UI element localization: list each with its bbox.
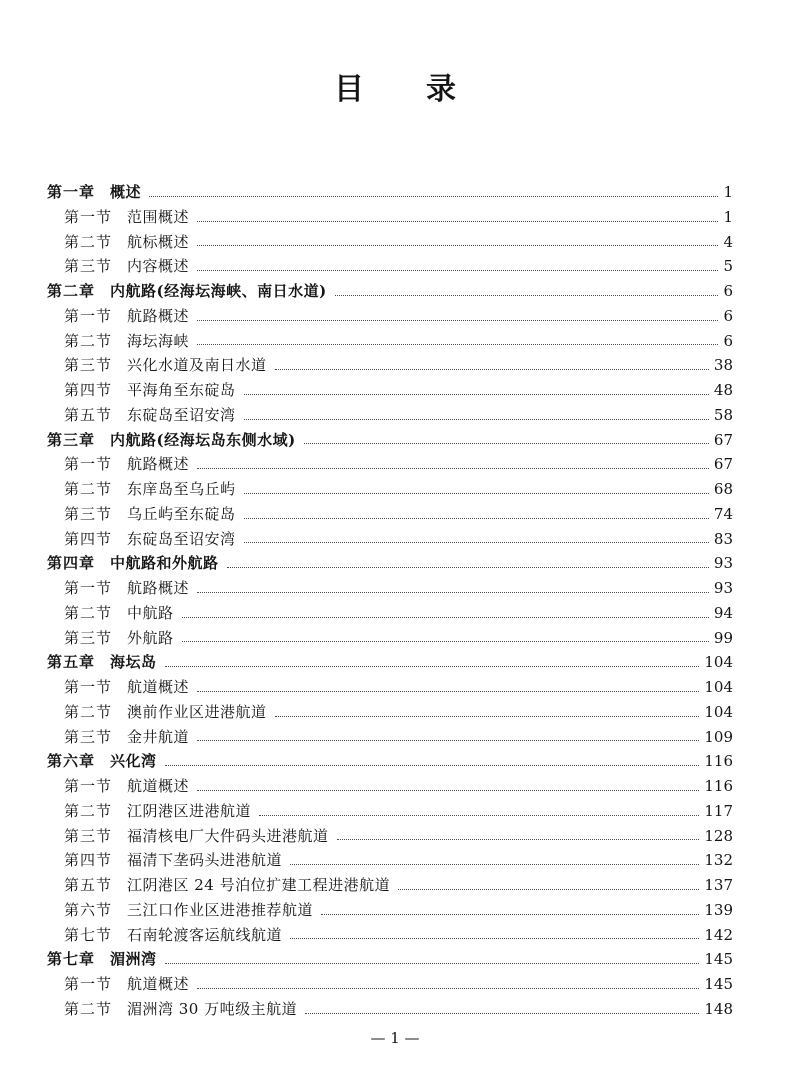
entry-label: 第五节 [64, 405, 113, 424]
entry-title: 航道概述 [127, 678, 190, 696]
entry-title: 三江口作业区进港推荐航道 [127, 900, 314, 919]
page-number: 68 [713, 480, 733, 498]
table-of-contents [47, 180, 733, 1022]
entry-title: 东碇岛至诏安湾 [127, 405, 236, 424]
dot-leader [321, 914, 699, 915]
dot-leader [244, 542, 709, 543]
entry-label: 第一节 [64, 678, 113, 696]
page-number: 116 [704, 777, 733, 795]
dot-leader [244, 394, 709, 395]
toc-section-row [47, 799, 733, 824]
toc-section-row [47, 972, 733, 997]
entry-label: 第一节 [64, 306, 113, 325]
entry-title: 概述 [110, 183, 142, 201]
dot-leader [197, 221, 718, 222]
entry-label: 第一节 [64, 455, 113, 474]
entry-title: 中航路和外航路 [110, 554, 219, 573]
entry-label: 第三节 [64, 504, 113, 523]
page-number: 132 [704, 851, 733, 870]
page-number: 38 [713, 356, 733, 375]
entry-title: 乌丘屿至东碇岛 [127, 504, 236, 523]
toc-section-row [47, 873, 733, 898]
toc-chapter-row [47, 749, 733, 774]
toc-chapter-row [47, 947, 733, 972]
entry-label: 第四节 [64, 529, 113, 548]
entry-label: 第二节 [64, 702, 113, 721]
page-number: 148 [704, 999, 733, 1018]
dot-leader [197, 320, 718, 321]
toc-section-row [47, 576, 733, 601]
entry-title: 江阴港区进港航道 [127, 801, 252, 820]
entry-label: 第三节 [64, 628, 113, 647]
toc-chapter-row [47, 428, 733, 453]
entry-label: 第一节 [64, 579, 113, 597]
page-number: 139 [704, 900, 733, 919]
page-number: 94 [713, 603, 733, 622]
dot-leader [149, 196, 718, 197]
dot-leader [290, 938, 699, 939]
dot-leader [227, 567, 709, 568]
page-number: 145 [704, 975, 733, 993]
entry-label: 第三章 [47, 430, 96, 449]
page-footer-number: — 1 — [370, 1029, 420, 1047]
toc-chapter-row [47, 279, 733, 304]
page-number: 48 [713, 381, 733, 399]
entry-title: 航道概述 [127, 777, 190, 795]
toc-section-row [47, 452, 733, 477]
entry-title: 航标概述 [127, 232, 190, 251]
toc-section-row [47, 378, 733, 403]
toc-section-row [47, 675, 733, 700]
entry-label: 第三节 [64, 826, 113, 845]
toc-chapter-row [47, 650, 733, 675]
dot-leader [197, 245, 718, 246]
dot-leader [182, 617, 709, 618]
page-number: 93 [713, 554, 733, 573]
toc-section-row [47, 477, 733, 502]
page-number: 83 [713, 529, 733, 548]
entry-title: 平海角至东碇岛 [127, 381, 236, 399]
toc-section-row [47, 923, 733, 948]
entry-label: 第三节 [64, 257, 113, 276]
entry-title: 石南轮渡客运航线航道 [127, 925, 283, 944]
entry-title: 海坛海峡 [127, 331, 190, 350]
entry-title: 航路概述 [127, 306, 190, 325]
dot-leader [197, 988, 699, 989]
toc-section-row [47, 502, 733, 527]
entry-label: 第一章 [47, 183, 96, 201]
entry-title: 航道概述 [127, 975, 190, 993]
entry-label: 第四节 [64, 851, 113, 870]
dot-leader [165, 963, 700, 964]
entry-label: 第一节 [64, 777, 113, 795]
entry-title: 福清核电厂大件码头进港航道 [127, 826, 329, 845]
entry-title: 江阴港区 24 号泊位扩建工程进港航道 [127, 876, 391, 894]
entry-label: 第二节 [64, 999, 113, 1018]
page-number: 109 [704, 727, 733, 746]
entry-label: 第七节 [64, 925, 113, 944]
entry-title: 湄洲湾 [110, 950, 157, 969]
dot-leader [197, 592, 709, 593]
page-number: 99 [713, 628, 733, 647]
entry-label: 第二节 [64, 801, 113, 820]
entry-title: 内容概述 [127, 257, 190, 276]
dot-leader [305, 1013, 699, 1014]
dot-leader [197, 740, 699, 741]
page-number: 116 [704, 752, 733, 771]
toc-chapter-row [47, 180, 733, 205]
entry-label: 第一节 [64, 207, 113, 226]
page-title: 目录 [334, 72, 518, 107]
toc-chapter-row [47, 551, 733, 576]
dot-leader [304, 443, 709, 444]
dot-leader [197, 344, 718, 345]
entry-label: 第四节 [64, 381, 113, 399]
toc-section-row [47, 774, 733, 799]
page-number: 74 [713, 504, 733, 523]
entry-label: 第三节 [64, 356, 113, 375]
page-number: 6 [723, 306, 733, 325]
dot-leader [275, 369, 709, 370]
dot-leader [244, 493, 709, 494]
page-number: 6 [723, 331, 733, 350]
toc-section-row [47, 527, 733, 552]
page-number: 6 [723, 282, 733, 300]
page-number: 117 [704, 801, 733, 820]
dot-leader [259, 815, 699, 816]
page-number: 137 [704, 876, 733, 894]
dot-leader [197, 790, 699, 791]
entry-label: 第六节 [64, 900, 113, 919]
dot-leader [197, 468, 709, 469]
dot-leader [290, 864, 699, 865]
entry-label: 第六章 [47, 752, 96, 771]
entry-title: 福清下垄码头进港航道 [127, 851, 283, 870]
entry-title: 内航路(经海坛海峡、南日水道) [110, 282, 327, 300]
page-number: 4 [723, 232, 733, 251]
toc-section-row [47, 205, 733, 230]
entry-title: 范围概述 [127, 207, 190, 226]
dot-leader [398, 889, 699, 890]
entry-label: 第五节 [64, 876, 113, 894]
dot-leader [275, 716, 700, 717]
entry-label: 第二节 [64, 480, 113, 498]
entry-label: 第二章 [47, 282, 96, 300]
page-number: 93 [713, 579, 733, 597]
page-number: 142 [704, 925, 733, 944]
entry-title: 兴化湾 [110, 752, 157, 771]
toc-section-row [47, 403, 733, 428]
dot-leader [244, 419, 709, 420]
toc-section-row [47, 601, 733, 626]
toc-section-row [47, 898, 733, 923]
entry-label: 第二节 [64, 232, 113, 251]
dot-leader [165, 765, 700, 766]
entry-title: 澳前作业区进港航道 [127, 702, 267, 721]
toc-section-row [47, 353, 733, 378]
dot-leader [335, 295, 719, 296]
toc-section-row [47, 848, 733, 873]
page-number: 104 [704, 702, 733, 721]
page-number: 145 [704, 950, 733, 969]
toc-section-row [47, 230, 733, 255]
entry-title: 东庠岛至乌丘屿 [127, 480, 236, 498]
entry-title: 湄洲湾 30 万吨级主航道 [127, 999, 298, 1018]
toc-section-row [47, 997, 733, 1022]
dot-leader [197, 270, 718, 271]
dot-leader [197, 691, 699, 692]
entry-label: 第二节 [64, 603, 113, 622]
entry-label: 第七章 [47, 950, 96, 969]
toc-section-row [47, 700, 733, 725]
entry-title: 海坛岛 [110, 653, 157, 672]
entry-title: 中航路 [127, 603, 174, 622]
entry-label: 第二节 [64, 331, 113, 350]
page-number: 104 [704, 653, 733, 672]
entry-title: 外航路 [127, 628, 174, 647]
page-number: 58 [713, 405, 733, 424]
page-number: 67 [713, 455, 733, 474]
page-number: 128 [704, 826, 733, 845]
toc-section-row [47, 725, 733, 750]
entry-title: 兴化水道及南日水道 [127, 356, 267, 375]
page-number: 1 [723, 207, 733, 226]
toc-section-row [47, 626, 733, 651]
toc-section-row [47, 254, 733, 279]
toc-section-row [47, 329, 733, 354]
dot-leader [182, 641, 709, 642]
entry-title: 东碇岛至诏安湾 [127, 529, 236, 548]
entry-title: 金井航道 [127, 727, 190, 746]
dot-leader [165, 666, 700, 667]
entry-title: 航路概述 [127, 579, 190, 597]
page-number: 1 [723, 183, 733, 201]
entry-label: 第四章 [47, 554, 96, 573]
entry-label: 第三节 [64, 727, 113, 746]
toc-section-row [47, 304, 733, 329]
dot-leader [244, 518, 709, 519]
dot-leader [337, 839, 700, 840]
entry-label: 第五章 [47, 653, 96, 672]
entry-title: 航路概述 [127, 455, 190, 474]
toc-section-row [47, 824, 733, 849]
entry-title: 内航路(经海坛岛东侧水域) [110, 430, 296, 449]
page-number: 104 [704, 678, 733, 696]
page-number: 67 [713, 430, 733, 449]
entry-label: 第一节 [64, 975, 113, 993]
page-number: 5 [723, 257, 733, 276]
